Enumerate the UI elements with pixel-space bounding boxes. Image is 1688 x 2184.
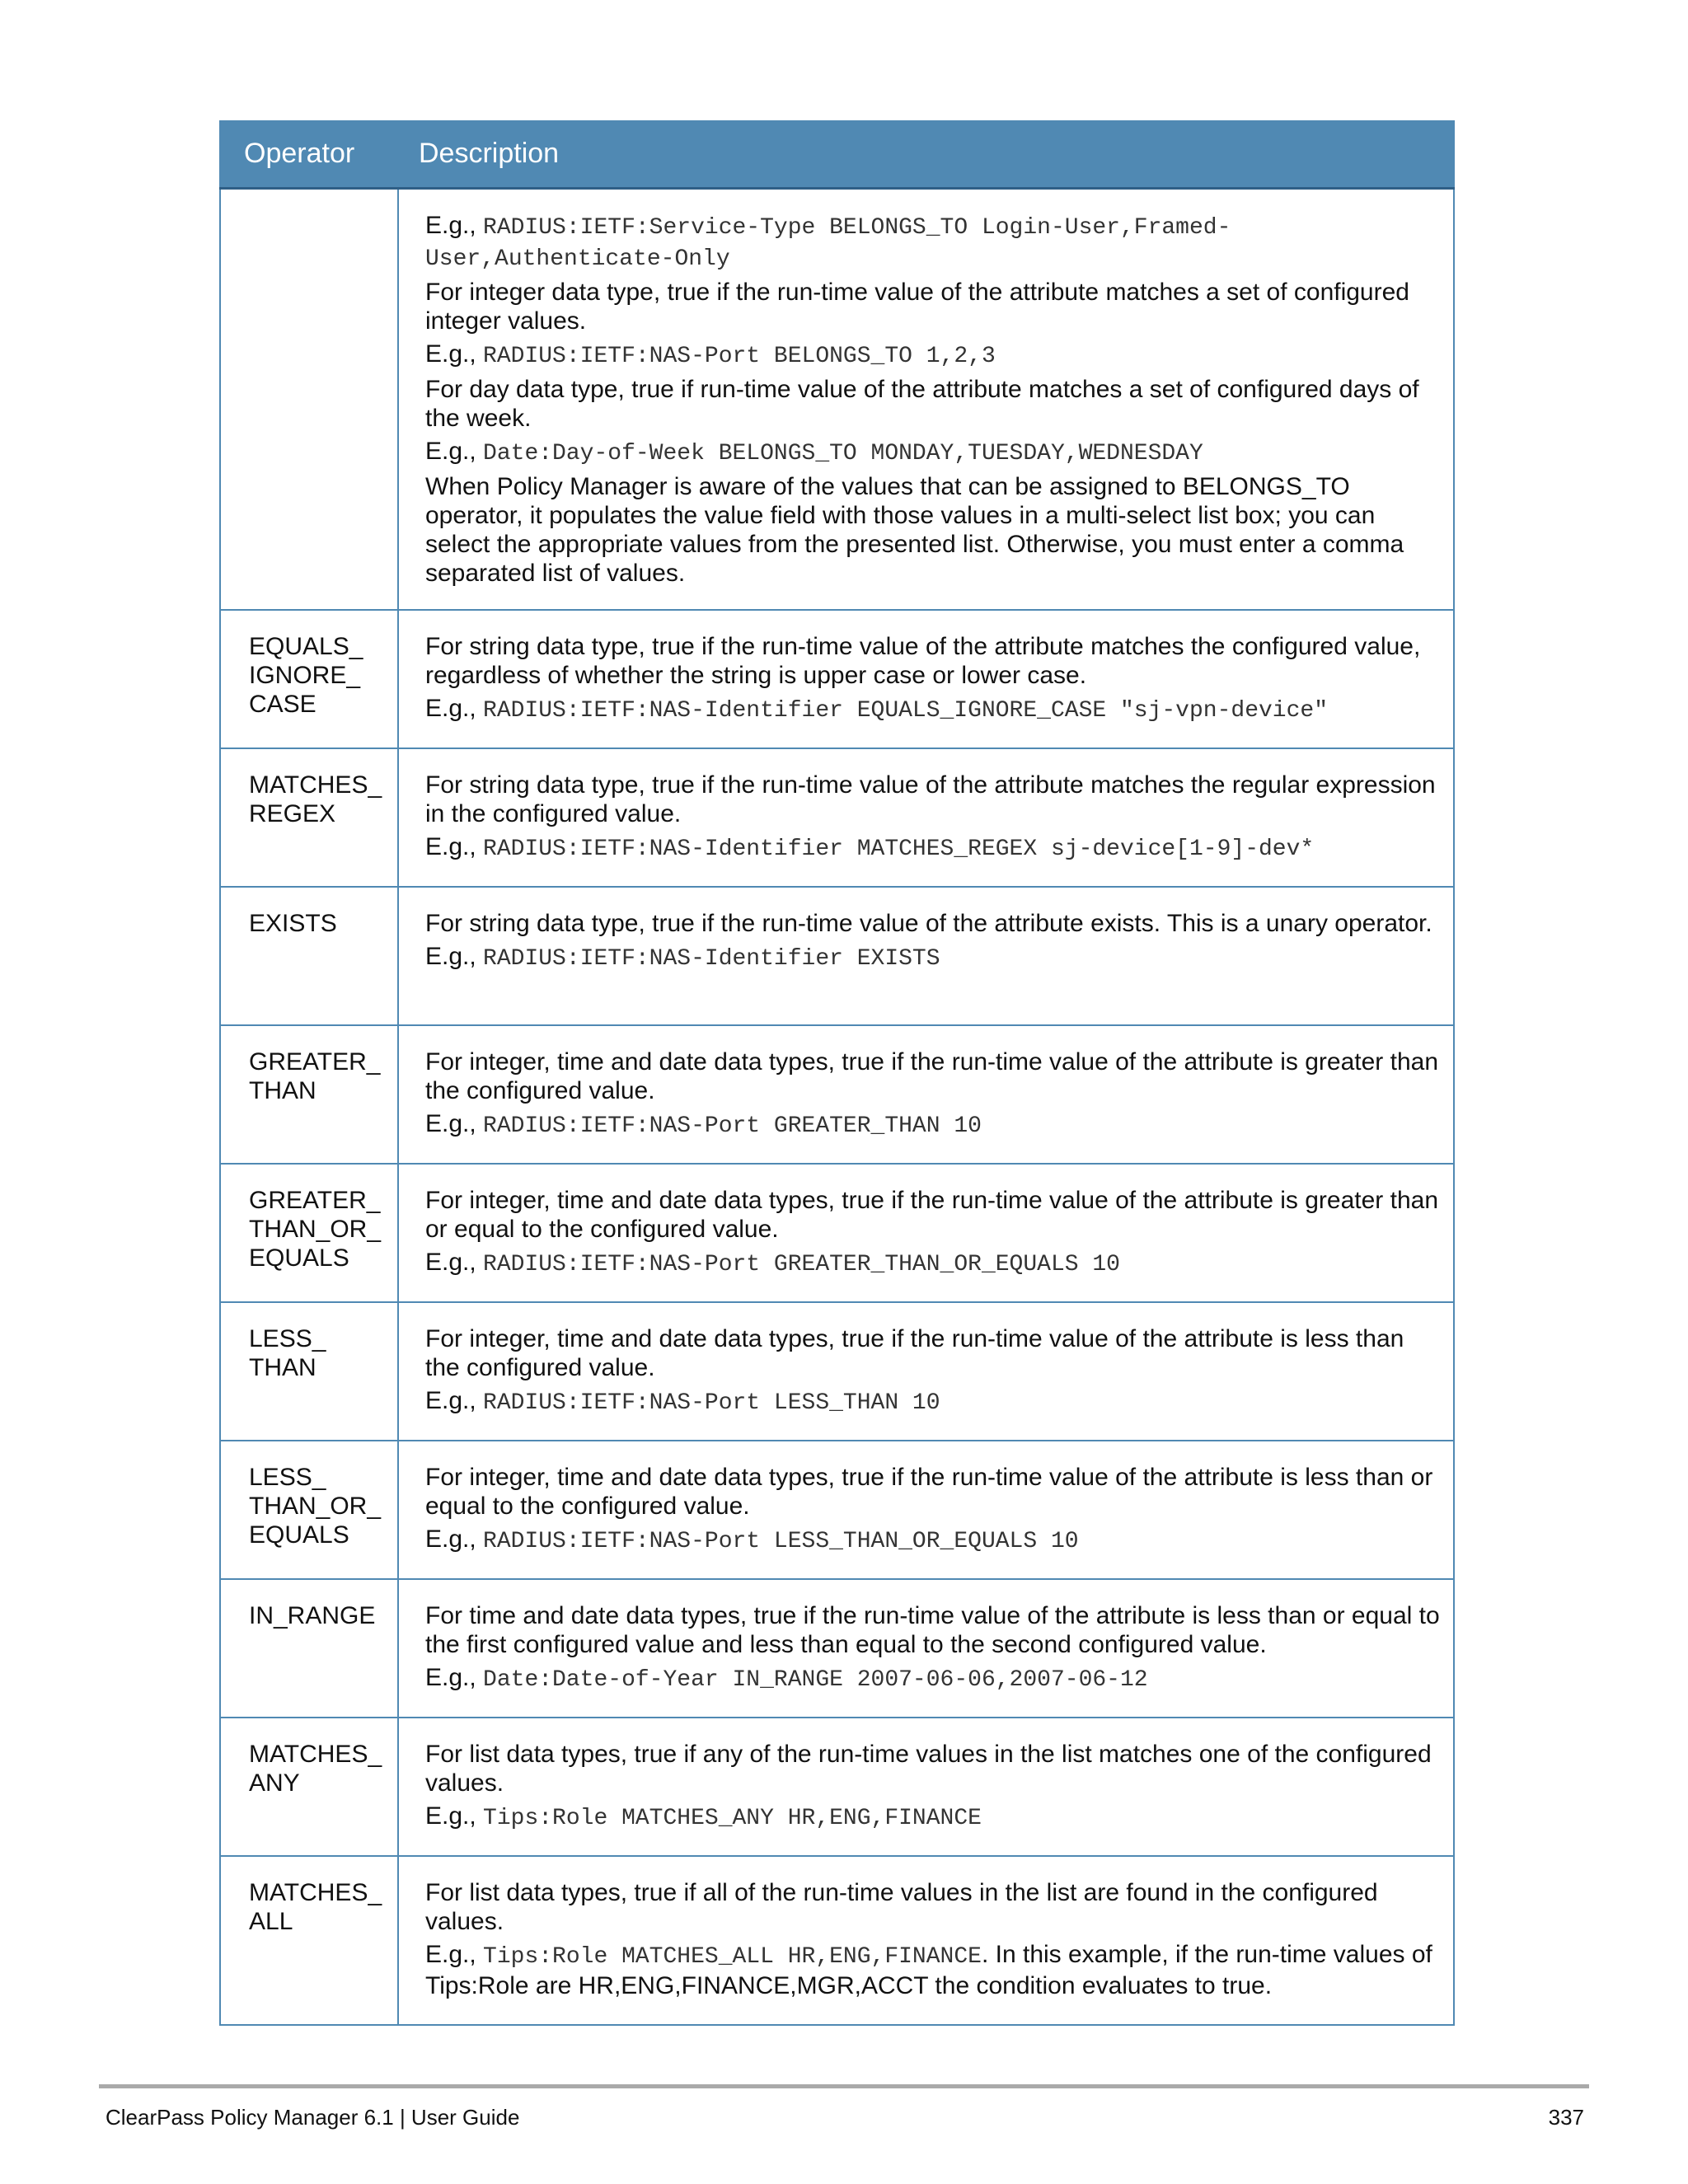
- description-cell: [398, 188, 1454, 610]
- example-code: RADIUS:IETF:NAS-Port LESS_THAN_OR_EQUALS 10: [483, 1529, 1079, 1554]
- example-prefix: E.g.,: [425, 1802, 484, 1830]
- example-line: [425, 1248, 1442, 1279]
- operator-cell: GREATER_ THAN_OR_ EQUALS: [220, 1164, 398, 1302]
- example-line: [425, 1663, 1442, 1694]
- example-prefix: E.g.,: [425, 1249, 484, 1276]
- example-code: Date:Day-of-Week BELONGS_TO MONDAY,TUESDAY,WEDNESDAY: [483, 440, 1203, 466]
- description-cell: [398, 610, 1454, 748]
- description-cell: [398, 1302, 1454, 1441]
- example-prefix: E.g.,: [425, 1526, 484, 1553]
- description-text: For integer, time and date data types, true if the run-time value of the attribute is greater than or equal to the configured value.: [425, 1187, 1439, 1243]
- example-code: Tips:Role MATCHES_ALL HR,ENG,FINANCE: [483, 1944, 982, 1970]
- operator-cell: [220, 188, 398, 610]
- operator-cell: GREATER_ THAN: [220, 1025, 398, 1164]
- operator-cell: MATCHES_ ANY: [220, 1718, 398, 1856]
- description-cell: [398, 1164, 1454, 1302]
- table-row: [220, 748, 1454, 887]
- description-text: For time and date data types, true if the run-time value of the attribute is less than or equal to the first configured value and less than equal to the second configured value.: [425, 1602, 1440, 1658]
- table-row: [220, 1025, 1454, 1164]
- operator-cell: LESS_ THAN: [220, 1302, 398, 1441]
- example-line: [425, 1525, 1442, 1556]
- operator-cell: LESS_ THAN_OR_ EQUALS: [220, 1441, 398, 1579]
- example-line: [425, 1386, 1442, 1418]
- table-row: [220, 1302, 1454, 1441]
- example-prefix: E.g.,: [425, 437, 484, 465]
- description-text: When Policy Manager is aware of the values that can be assigned to BELONGS_TO operator, it populates the value field with those values in a multi-select list box; you can select the appropriate values from the presented list. Otherwise, you must enter a comma separated list of values.: [425, 472, 1404, 587]
- example-code: Tips:Role MATCHES_ANY HR,ENG,FINANCE: [483, 1806, 982, 1831]
- description-column-header: Description: [398, 120, 1454, 188]
- table-row: [220, 1856, 1454, 2025]
- example-prefix: E.g.,: [425, 340, 484, 368]
- table-row: [220, 887, 1454, 1025]
- example-code: RADIUS:IETF:NAS-Port GREATER_THAN_OR_EQUALS 10: [483, 1252, 1120, 1277]
- description-text: For list data types, true if any of the run-time values in the list matches one of the configured values.: [425, 1741, 1432, 1797]
- example-code: RADIUS:IETF:NAS-Port GREATER_THAN 10: [483, 1113, 982, 1139]
- description-cell: [398, 1441, 1454, 1579]
- operator-cell: IN_RANGE: [220, 1579, 398, 1718]
- example-prefix: E.g.,: [425, 695, 484, 722]
- description-cell: [398, 1856, 1454, 2025]
- example-code: RADIUS:IETF:NAS-Identifier EXISTS: [483, 946, 940, 972]
- operator-cell: MATCHES_ REGEX: [220, 748, 398, 887]
- example-code: RADIUS:IETF:NAS-Identifier MATCHES_REGEX sj-device[1-9]-dev*: [483, 837, 1315, 862]
- description-text: For integer, time and date data types, true if the run-time value of the attribute is greater than the configured value.: [425, 1048, 1439, 1104]
- table-row: [220, 1164, 1454, 1302]
- table-row: [220, 1441, 1454, 1579]
- example-prefix: E.g.,: [425, 943, 484, 970]
- example-code: RADIUS:IETF:NAS-Port BELONGS_TO 1,2,3: [483, 343, 996, 369]
- table-row: [220, 610, 1454, 748]
- description-text: For list data types, true if all of the run-time values in the list are found in the configured values.: [425, 1879, 1378, 1935]
- page-number: 337: [1548, 2105, 1584, 2130]
- description-cell: [398, 1579, 1454, 1718]
- table-body: [220, 188, 1454, 2025]
- example-line: [425, 832, 1442, 864]
- description-text: For integer data type, true if the run-time value of the attribute matches a set of configured integer values.: [425, 278, 1409, 335]
- description-text: For string data type, true if the run-time value of the attribute matches the configured value, regardless of whether the string is upper case or lower case.: [425, 633, 1421, 689]
- example-prefix: E.g.,: [425, 211, 484, 239]
- description-text: For string data type, true if the run-time value of the attribute exists. This is a unary operator.: [425, 910, 1432, 937]
- example-line: [425, 340, 1442, 371]
- operators-table: [219, 120, 1455, 2026]
- example-line: [425, 1802, 1442, 1833]
- example-line: [425, 942, 1442, 973]
- example-prefix: E.g.,: [425, 1110, 484, 1137]
- example-code: RADIUS:IETF:NAS-Port LESS_THAN 10: [483, 1390, 940, 1416]
- example-line: [425, 694, 1442, 725]
- example-suffix: . In this example, if the run-time values of Tips:Role are HR,ENG,FINANCE,MGR,ACCT the condition evaluates to true.: [425, 1941, 1432, 1999]
- table-row: [220, 188, 1454, 610]
- description-text: For integer, time and date data types, true if the run-time value of the attribute is less than the configured value.: [425, 1325, 1404, 1381]
- footer-title: ClearPass Policy Manager 6.1 | User Guide: [106, 2105, 520, 2130]
- table-row: [220, 1718, 1454, 1856]
- operator-cell: EXISTS: [220, 887, 398, 1025]
- operator-column-header: Operator: [220, 120, 398, 188]
- example-prefix: E.g.,: [425, 1941, 484, 1968]
- operator-cell: MATCHES_ ALL: [220, 1856, 398, 2025]
- example-code: RADIUS:IETF:Service-Type BELONGS_TO Login-User,Framed-User,Authenticate-Only: [425, 214, 1231, 272]
- description-cell: [398, 1718, 1454, 1856]
- operator-cell: EQUALS_ IGNORE_ CASE: [220, 610, 398, 748]
- example-line: [425, 437, 1442, 468]
- description-cell: [398, 1025, 1454, 1164]
- example-prefix: E.g.,: [425, 1387, 484, 1414]
- example-prefix: E.g.,: [425, 1664, 484, 1691]
- description-cell: [398, 887, 1454, 1025]
- example-line: [425, 1940, 1442, 2000]
- table-row: [220, 1579, 1454, 1718]
- footer-divider: [99, 2084, 1589, 2088]
- example-code: Date:Date-of-Year IN_RANGE 2007-06-06,2007-06-12: [483, 1667, 1148, 1693]
- description-text: For integer, time and date data types, true if the run-time value of the attribute is less than or equal to the configured value.: [425, 1464, 1433, 1520]
- description-cell: [398, 748, 1454, 887]
- table-header-row: [220, 120, 1454, 188]
- example-prefix: E.g.,: [425, 833, 484, 860]
- example-line: [425, 211, 1442, 274]
- example-code: RADIUS:IETF:NAS-Identifier EQUALS_IGNORE_CASE "sj-vpn-device": [483, 698, 1329, 724]
- description-text: For day data type, true if run-time value of the attribute matches a set of configured days of the week.: [425, 375, 1419, 432]
- example-line: [425, 1109, 1442, 1141]
- description-text: For string data type, true if the run-time value of the attribute matches the regular expression in the configured value.: [425, 771, 1436, 827]
